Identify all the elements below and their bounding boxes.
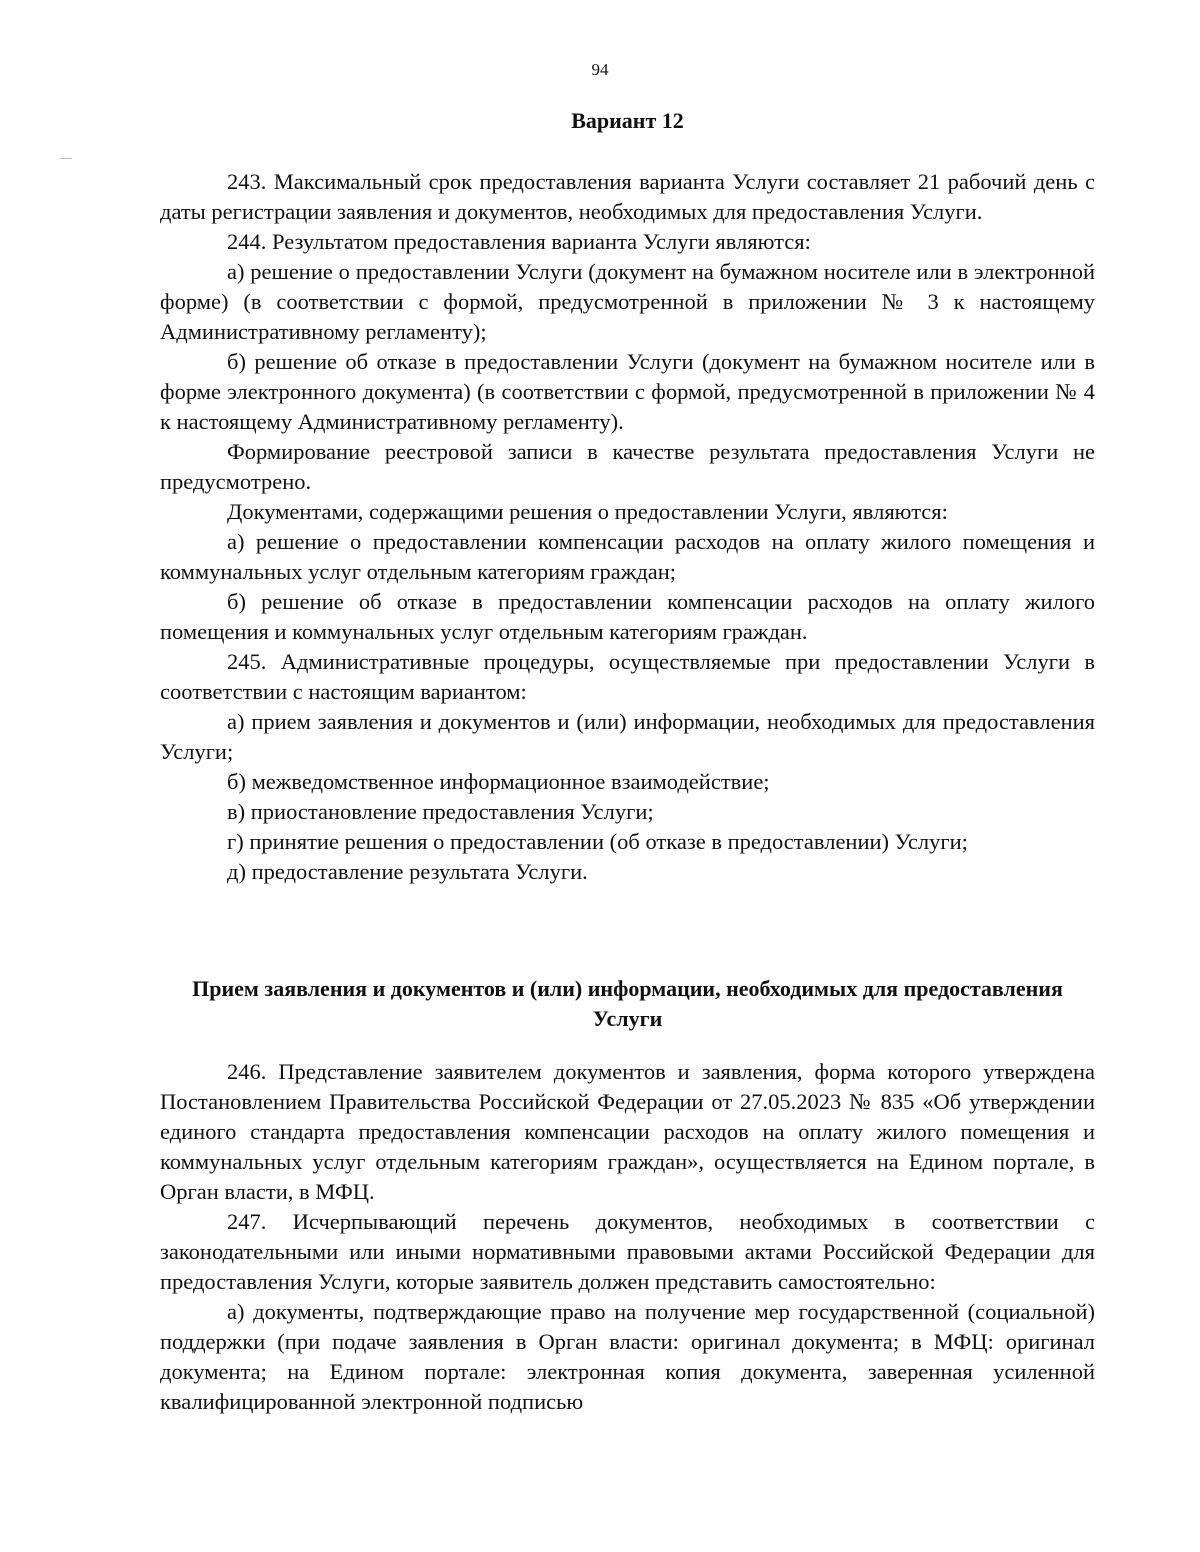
paragraph: б) решение об отказе в предоставлении компенсации расходов на оплату жилого помещения и коммунальных услуг отдельным категориям граждан. [160,589,1095,644]
paragraph: 243. Максимальный срок предоставления варианта Услуги составляет 21 рабочий день с даты регистрации заявления и документов, необходимых для предоставления Услуги. [160,169,1095,224]
page-number: 94 [591,60,609,79]
paragraph: а) решение о предоставлении компенсации расходов на оплату жилого помещения и коммунальных услуг отдельным категориям граждан; [160,529,1095,584]
paragraph: б) решение об отказе в предоставлении Услуги (документ на бумажном носителе или в форме электронного документа) (в соответствии с формой, предусмотренной в приложении № 4 к настоящему Административному регламенту). [160,349,1095,434]
body-text-top [160,167,1095,887]
paragraph: 246. Представление заявителем документов и заявления, форма которого утверждена Постановлением Правительства Российской Федерации от 27.05.2023 № 835 «Об утверждении единого стандарта предоставления компенсации расходов на оплату жилого помещения и коммунальных услуг отдельным категориям граждан», осуществляется на Едином портале, в Орган власти, в МФЦ. [160,1059,1095,1204]
paragraph: г) принятие решения о предоставлении (об отказе в предоставлении) Услуги; [227,829,968,854]
paragraph: б) межведомственное информационное взаимодействие; [227,769,770,794]
paragraph: Формирование реестровой записи в качестве результата предоставления Услуги не предусмотрено. [160,439,1095,494]
paragraph: 244. Результатом предоставления варианта Услуги являются: [227,229,811,254]
paragraph: д) предоставление результата Услуги. [227,859,588,884]
body-text-bottom [160,1057,1095,1417]
paragraph: 245. Административные процедуры, осуществляемые при предоставлении Услуги в соответствии с настоящим вариантом: [160,649,1095,704]
paragraph: а) решение о предоставлении Услуги (документ на бумажном носителе или в электронной форме) (в соответствии с формой, предусмотренной в приложении № 3 к настоящему Административному регламенту); [160,259,1095,344]
paragraph: а) прием заявления и документов и (или) информации, необходимых для предоставления Услуги; [160,709,1095,764]
paragraph: в) приостановление предоставления Услуги; [227,799,654,824]
paragraph: 247. Исчерпывающий перечень документов, необходимых в соответствии с законодательными или иными нормативными правовыми актами Российской Федерации для предоставления Услуги, которые заявитель должен представить самостоятельно: [160,1209,1095,1294]
paragraph: Документами, содержащими решения о предоставлении Услуги, являются: [227,499,948,524]
scan-artifact [60,158,72,159]
section-title: Прием заявления и документов и (или) информации, необходимых для предоставления Услуги [192,976,1063,1031]
variant-title: Вариант 12 [571,108,684,133]
paragraph: а) документы, подтверждающие право на получение мер государственной (социальной) поддержки (при подаче заявления в Орган власти: оригинал документа; в МФЦ: оригинал документа; на Едином портале: электронная копия документа, заверенная усиленной квалифицированной электронной подписью [160,1299,1095,1414]
